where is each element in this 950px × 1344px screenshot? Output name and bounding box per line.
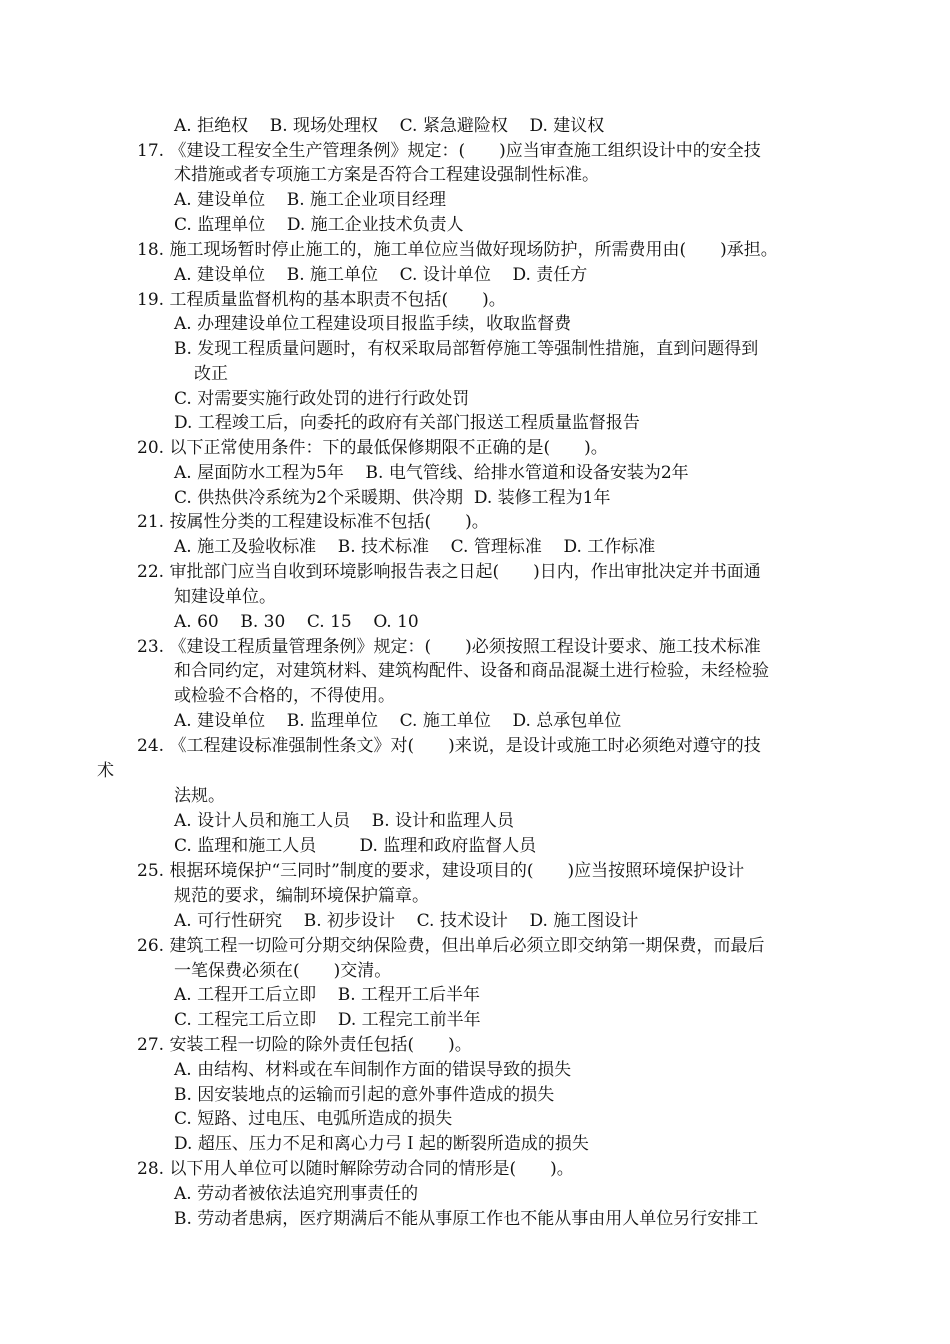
q27-option-a: A. 由结构、材料或在车间制作方面的错误导致的损失	[174, 1060, 572, 1080]
q19-option-d: D. 工程竣工后，向委托的政府有关部门报送工程质量监督报告	[174, 413, 640, 433]
q26-options-cd: C. 工程完工后立即 D. 工程完工前半年	[174, 1010, 481, 1030]
q24-options-ab: A. 设计人员和施工人员 B. 设计和监理人员	[174, 811, 514, 831]
q22-options: A. 60 B. 30 C. 15 O. 10	[174, 612, 419, 632]
q27-stem: 27. 安装工程一切险的除外责任包括( )。	[137, 1035, 472, 1055]
q22-stem: 22. 审批部门应当自收到环境影响报告表之日起( )日内，作出审批决定并书面通	[137, 562, 761, 582]
q28-option-b: B. 劳动者患病，医疗期满后不能从事原工作也不能从事由用人单位另行安排工	[174, 1209, 759, 1229]
q20-stem: 20. 以下正常使用条件：下的最低保修期限不正确的是( )。	[137, 438, 608, 458]
q21-stem: 21. 按属性分类的工程建设标准不包括( )。	[137, 512, 489, 532]
q24-stem-cont: 法规。	[174, 786, 225, 806]
q20-options-ab: A. 屋面防水工程为5年 B. 电气管线、给排水管道和设备安装为2年	[174, 463, 689, 483]
q16-options: A. 拒绝权 B. 现场处理权 C. 紧急避险权 D. 建议权	[174, 116, 605, 136]
q18-stem: 18. 施工现场暂时停止施工的，施工单位应当做好现场防护，所需费用由( )承担。	[137, 240, 778, 260]
q24-stem-wrap: 术	[97, 761, 114, 781]
q17-stem: 17. 《建设工程安全生产管理条例》规定：( )应当审查施工组织设计中的安全技	[137, 141, 761, 161]
q26-stem-cont: 一笔保费必须在( )交清。	[174, 961, 392, 981]
q19-option-b-cont: 改正	[194, 364, 228, 384]
q19-option-b: B. 发现工程质量问题时，有权采取局部暂停施工等强制性措施，直到问题得到	[174, 339, 759, 359]
q17-options-ab: A. 建设单位 B. 施工企业项目经理	[174, 190, 446, 210]
q24-stem: 24. 《工程建设标准强制性条文》对( )来说，是设计或施工时必须绝对遵守的技	[137, 736, 761, 756]
q28-stem: 28. 以下用人单位可以随时解除劳动合同的情形是( )。	[137, 1159, 574, 1179]
q19-option-a: A. 办理建设单位工程建设项目报监手续，收取监督费	[174, 314, 572, 334]
q17-options-cd: C. 监理单位 D. 施工企业技术负责人	[174, 215, 464, 235]
q26-stem: 26. 建筑工程一切险可分期交纳保险费，但出单后必须立即交纳第一期保费，而最后	[137, 936, 765, 956]
q27-option-d: D. 超压、压力不足和离心力弓Ｉ起的断裂所造成的损失	[174, 1134, 589, 1154]
q18-options: A. 建设单位 B. 施工单位 C. 设计单位 D. 责任方	[174, 265, 588, 285]
q27-option-c: C. 短路、过电压、电弧所造成的损失	[174, 1109, 453, 1129]
q25-options: A. 可行性研究 B. 初步设计 C. 技术设计 D. 施工图设计	[174, 911, 639, 931]
q23-stem-cont2: 或检验不合格的，不得使用。	[174, 686, 395, 706]
q20-options-cd: C. 供热供冷系统为2个采暖期、供冷期 D. 装修工程为1年	[174, 488, 611, 508]
q23-stem: 23. 《建设工程质量管理条例》规定：( )必须按照工程设计要求、施工技术标准	[137, 637, 761, 657]
q24-options-cd: C. 监理和施工人员 D. 监理和政府监督人员	[174, 836, 537, 856]
q19-option-c: C. 对需要实施行政处罚的进行行政处罚	[174, 389, 470, 409]
q23-stem-cont1: 和合同约定，对建筑材料、建筑构配件、设备和商品混凝土进行检验，未经检验	[174, 661, 769, 681]
q28-option-a: A. 劳动者被依法追究刑事责任的	[174, 1184, 419, 1204]
q19-stem: 19. 工程质量监督机构的基本职责不包括( )。	[137, 290, 506, 310]
q17-stem-cont: 术措施或者专项施工方案是否符合工程建设强制性标准。	[174, 165, 599, 185]
q21-options: A. 施工及验收标准 B. 技术标准 C. 管理标准 D. 工作标准	[174, 537, 656, 557]
q27-option-b: B. 因安装地点的运输而引起的意外事件造成的损失	[174, 1085, 555, 1105]
q26-options-ab: A. 工程开工后立即 B. 工程开工后半年	[174, 985, 480, 1005]
q23-options: A. 建设单位 B. 监理单位 C. 施工单位 D. 总承包单位	[174, 711, 622, 731]
q25-stem-cont: 规范的要求，编制环境保护篇章。	[174, 886, 429, 906]
q22-stem-cont: 知建设单位。	[174, 587, 276, 607]
q25-stem: 25. 根据环境保护“三同时”制度的要求，建设项目的( )应当按照环境保护设计	[137, 861, 745, 881]
